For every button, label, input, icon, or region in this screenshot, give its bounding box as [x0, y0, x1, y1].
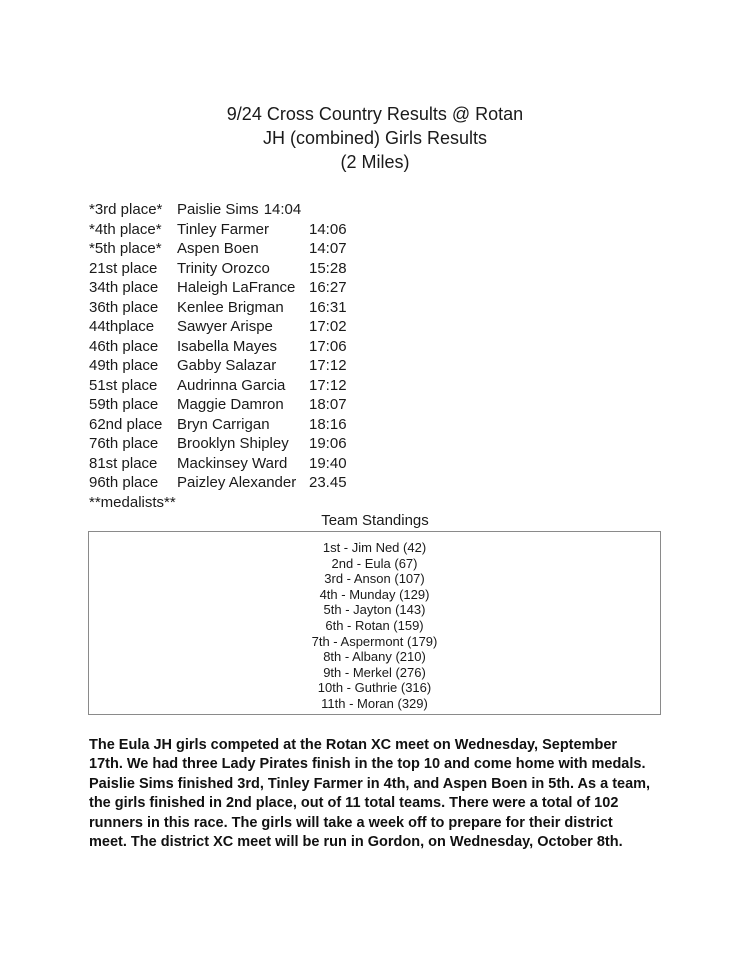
result-time: 19:06	[309, 435, 347, 452]
result-name: Brooklyn Shipley	[177, 435, 289, 452]
title-line-2: JH (combined) Girls Results	[262, 128, 488, 148]
summary-line: Paislie Sims finished 3rd, Tinley Farmer in 4th, and Aspen Boen in 5th. As a team,	[89, 775, 651, 792]
result-name: Mackinsey Ward	[177, 454, 288, 472]
result-time: 19:40	[309, 454, 347, 472]
result-name: Maggie Damron	[177, 396, 284, 413]
team-standings-label: Team Standings	[321, 512, 429, 529]
team-standings-list	[89, 540, 660, 712]
result-place: 76th place	[89, 435, 159, 452]
result-row	[89, 259, 369, 279]
result-place: 62nd place	[89, 415, 163, 433]
result-name: Sawyer Arispe	[177, 318, 273, 335]
summary-line: runners in this race. The girls will take a week off to prepare for their district	[89, 814, 613, 831]
standing-item: 9th - Merkel (276)	[323, 664, 426, 680]
result-row	[89, 239, 369, 259]
result-time: 14:06	[309, 220, 347, 238]
result-row	[89, 298, 369, 318]
page-title	[0, 102, 750, 174]
result-time: 16:31	[309, 298, 347, 316]
result-time: 23.45	[309, 474, 347, 491]
result-row	[89, 220, 369, 240]
result-row	[89, 434, 369, 454]
result-place: 96th place	[89, 474, 159, 491]
standing-item: 7th - Aspermont (179)	[311, 633, 438, 649]
result-name: Trinity Orozco	[177, 259, 270, 277]
medalists-note: **medalists**	[89, 493, 176, 511]
standing-item: 8th - Albany (210)	[323, 649, 426, 665]
result-time: 17:12	[309, 357, 347, 374]
result-name: Paislie Sims	[177, 201, 259, 218]
result-row	[89, 200, 369, 220]
results-list	[89, 200, 369, 512]
title-line-3: (2 Miles)	[340, 152, 410, 172]
summary-line: 17th. We had three Lady Pirates finish in the top 10 and come home with medals.	[89, 756, 646, 773]
team-standings-box	[88, 531, 661, 715]
result-name: Bryn Carrigan	[177, 415, 270, 433]
standing-item: 4th - Munday (129)	[319, 586, 430, 602]
result-row	[89, 317, 369, 337]
summary-line: The Eula JH girls competed at the Rotan XC meet on Wednesday, September	[89, 737, 618, 753]
result-place: 34th place	[89, 279, 159, 296]
standing-item: 1st - Jim Ned (42)	[322, 540, 427, 555]
result-row	[89, 337, 369, 357]
result-name: Gabby Salazar	[177, 357, 277, 374]
result-name: Isabella Mayes	[177, 337, 278, 355]
standing-item: 11th - Moran (329)	[321, 695, 428, 711]
result-time: 16:27	[309, 279, 347, 296]
result-time: 14:07	[309, 240, 347, 257]
result-place: 44thplace	[89, 318, 155, 335]
standing-item: 5th - Jayton (143)	[323, 602, 426, 618]
result-row	[89, 415, 369, 435]
result-row	[89, 473, 369, 493]
standing-item: 6th - Rotan (159)	[325, 617, 424, 633]
result-place: *4th place*	[89, 220, 162, 238]
result-time: 18:07	[309, 396, 347, 413]
result-time: 17:02	[309, 318, 347, 335]
summary-line: meet. The district XC meet will be run in Gordon, on Wednesday, October 8th.	[89, 834, 623, 851]
standing-item: 10th - Guthrie (316)	[317, 680, 432, 696]
result-time: 15:28	[309, 259, 347, 277]
result-place: 46th place	[89, 337, 159, 355]
result-time: 18:16	[309, 415, 347, 433]
result-row	[89, 454, 369, 474]
summary-paragraph	[89, 736, 669, 852]
standing-item: 3rd - Anson (107)	[324, 571, 425, 587]
result-place: 36th place	[89, 298, 159, 316]
result-name: Paizley Alexander	[177, 474, 297, 491]
result-row	[89, 356, 369, 376]
result-row	[89, 395, 369, 415]
result-name: Kenlee Brigman	[177, 298, 284, 316]
result-place: 59th place	[89, 396, 159, 413]
result-place: *3rd place*	[89, 201, 163, 218]
result-row	[89, 376, 369, 396]
result-place: 51st place	[89, 376, 158, 394]
summary-line: the girls finished in 2nd place, out of 11 total teams. There were a total of 102	[89, 795, 619, 812]
result-name: Tinley Farmer	[177, 220, 269, 238]
title-line-1: 9/24 Cross Country Results @ Rotan	[226, 104, 524, 124]
result-name: Aspen Boen	[177, 240, 259, 257]
result-name: Audrinna Garcia	[177, 376, 286, 394]
result-place: 21st place	[89, 259, 158, 277]
result-row	[89, 278, 369, 298]
result-time: 17:12	[309, 376, 347, 394]
standing-item: 2nd - Eula (67)	[331, 555, 418, 571]
result-time: 17:06	[309, 337, 347, 355]
result-place: 49th place	[89, 357, 159, 374]
result-place: 81st place	[89, 454, 158, 472]
result-time: 14:04	[263, 201, 302, 218]
result-name: Haleigh LaFrance	[177, 279, 296, 296]
result-place: *5th place*	[89, 240, 162, 257]
